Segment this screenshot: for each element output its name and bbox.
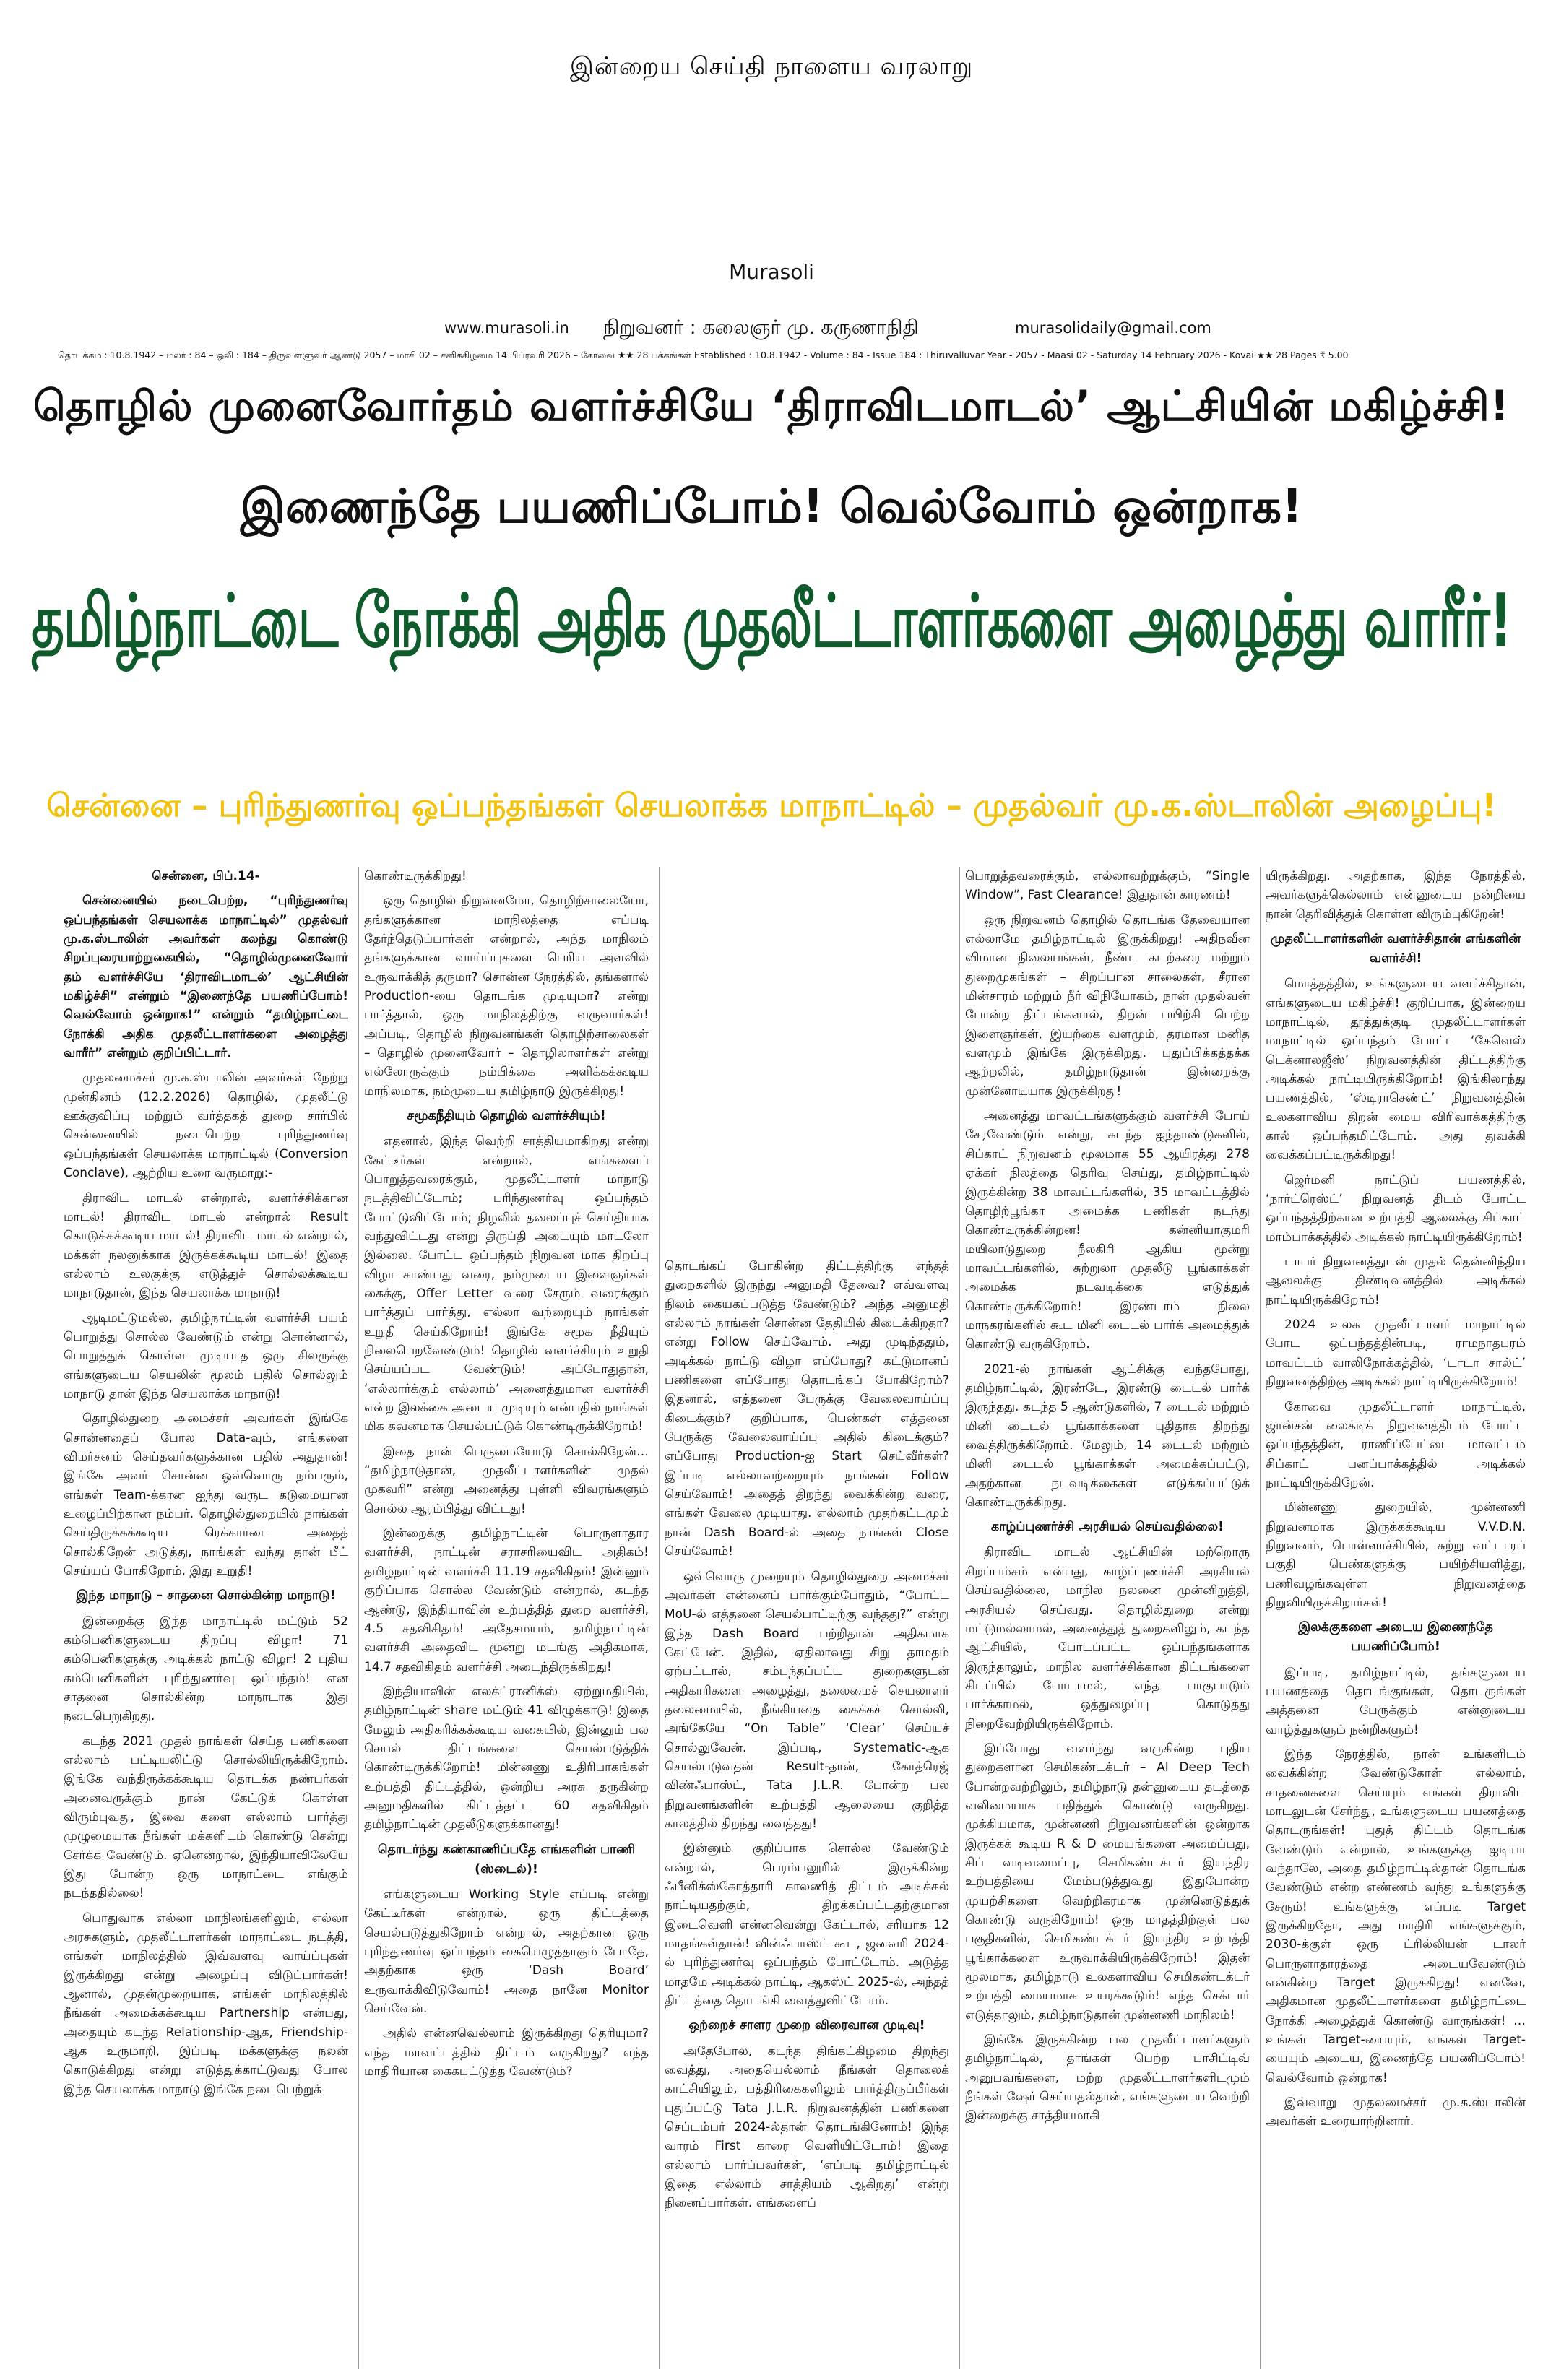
headline-2: இணைந்தே பயணிப்போம்! வெல்வோம் ஒன்றாக! [240,480,1303,534]
paragraph: எதனால், இந்த வெற்றி சாத்தியமாகிறது என்று கேட்டீர்கள் என்றால், எங்களைப் பொறுத்தவரைக்கும், முதலீட்டாளர் மாநாடு நடத்திவிட்டோம்; புரிந்துணர்வு ஒப்பந்தம் போட்டுவிட்டோம்; நிழலில் தலைப்புச் செய்தியாக வந்துவிட்டது என்று திருப்தி அடையும் மாடலோ இல்லை. போட்ட ஒப்பந்தம் நிறுவன மாக திறப்பு விழா காண்பது வரை, நம்முடைய இளைஞர்கள் கைக்கு, Offer Letter வரை சேரும் வரைக்கும் பார்த்துப் பார்த்து, எல்லா வற்றையும் நாங்கள் உறுதி செய்கிறோம்! இங்கே சமூக நீதியும் நிலைபெறவேண்டும்! தொழில் வளர்ச்சியும் உறுதி செய்யப்பட வேண்டும்! அப்போதுதான், ‘எல்லார்க்கும் எல்லாம்’ அனைத்துமான வளர்ச்சி என்ற இலக்கை அடைய முடியும் என்பதில் நாங்கள் மிக கவனமாக செயல்பட்டுக் கொண்டிருக்கிறோம்! [364,1134,649,1435]
paragraph: இன்றைக்கு தமிழ்நாட்டின் பொருளாதார வளர்ச்சி, நாட்டின் சராசரியைவிட அதிகம்! தமிழ்நாட்டின் வளர்ச்சி 11.19 சதவிகிதம்! இன்னும் குறிப்பாக சொல்ல வேண்டும் என்றால், கடந்த ஆண்டு, இந்தியாவின் உற்பத்தித் துறை வளர்ச்சி, 4.5 சதவிகிதம்! அதேசமயம், தமிழ்நாட்டின் வளர்ச்சி அதைவிட மூன்று மடங்கு அதிகமாக, 14.7 சதவிகிதம் வளர்ச்சி அடைந்திருக்கிறது! [364,1526,649,1674]
paragraph: அதில் என்னவெல்லாம் இருக்கிறது தெரியுமா? எந்த மாவட்டத்தில் திட்டம் வருகிறது? எந்த மாதிரியான கைகபட்டுத்த வேண்டும்? [364,2026,649,2079]
column-divider [959,867,960,2369]
article-column-1 [64,867,348,2373]
column-divider [358,867,359,2369]
column-divider [659,867,660,2369]
article-column-3 [665,1257,949,2373]
paragraph: ஆடிமட்டுமல்ல, தமிழ்நாட்டின் வளர்ச்சி பயம் பொறுத்து சொல்ல வேண்டும் என்று சொன்னால், பொறுத்துக் கொள்ள முடியாத ஒரு சிலருக்கு எங்களுடைய செயலின் மூலம் பதில் சொல்லும் மாநாடு தான் இந்த செயலாக்க மாநாடு! [64,1310,348,1401]
paragraph: அனைத்து மாவட்டங்களுக்கும் வளர்ச்சி போய் சேரவேண்டும் என்று, கடந்த ஐந்தாண்டுகளில், சிப்காட் நிறுவனம் மூலமாக 55 ஆயிரத்து 278 ஏக்கர் நிலத்தை தெரிவு செய்து, தமிழ்நாட்டில் இருக்கின்ற 38 மாவட்டங்களில், 35 மாவட்டத்தில் தொழிற்பூங்கா அமைக்க பணிகள் நடந்து கொண்டிருக்கின்றன! கன்னியாகுமரி மயிலாடுதுறை நீலகிரி ஆகிய மூன்று மாவட்டங்களில், சுற்றுலா முதலீடு பூங்காக்கள் அமைக்க நடவடிக்கை எடுத்துக் கொண்டிருக்கிறோம்! இரண்டாம் நிலை மாநகரங்களில் கூட மினி டைடல் பார்க் அமைத்துக் கொண்டு வருகிறோம். [965,1109,1250,1352]
masthead-title: Murasoli [729,260,814,284]
paragraph: இப்போது வளர்ந்து வருகின்ற புதிய துறைகளான செமிகண்டக்டர் – AI Deep Tech போன்றவற்றிலும், தமிழ்நாடு தன்னுடைய தடத்தை வலிமையாக பதித்துக் கொண்டு வருகிறது. முக்கியமாக, முன்னணி நிறுவனங்களின் ஒன்றாக இருக்கக் கூடிய R & D மையங்களை அமைப்பது, சிப் வடிவமைப்பு, செமிகண்டக்டர் இயந்திர உற்பத்தியை மேம்படுத்துவது இதுபோன்ற முயற்சிகளை வெற்றிகரமாக முன்னெடுத்துக் கொண்டு வருகிறோம்! ஒரு மாதத்திற்குள் பல பகுதிகளில், செமிகண்டக்டர் இயந்திர உற்பத்தி பூங்காக்களை உருவாக்கியிருக்கிறோம்! இதன் மூலமாக, தமிழ்நாடு உலகளாவிய செமிகண்டக்டர் உற்பத்தி மையமாக உயரக்கூடும்! எந்த செக்டார் எடுத்தாலும், தமிழ்நாடுதான் முன்னணி மாநிலம்! [965,1741,1250,2022]
masthead-info-row [0,316,1543,341]
paragraph: இந்த நேரத்தில், நான் உங்களிடம் வைக்கின்ற வேண்டுகோள் எல்லாம், சாதனைகளை செய்யும் எங்கள் திராவிட மாடலுடன் சேர்ந்து, உங்களுடைய பயணத்தை தொடருங்கள்! புதுத் திட்டம் தொடங்க வேண்டும் என்றால், உங்களுக்கு ஐடியா வந்தாலே, அதை தமிழ்நாட்டில்தான் தொடங்க வேண்டும் என்ற எண்ணம் வந்து உங்களுக்கு சேரும்! உங்களுக்கு எப்படி Target இருக்கிறதோ, அது மாதிரி எங்களுக்கும், 2030-க்குள் ஒரு ட்ரில்லியன் டாலர் பொருளாதாரத்தை அடையவேண்டும் என்கின்ற Target இருக்கிறது! எனவே, அதிகமான முதலீட்டாளர்களை தமிழ்நாட்டை நோக்கி அழைத்துக் கொண்டு வாருங்கள்! … உங்கள் Target-யையும், எங்கள் Target-யையும் அடைய, இணைந்தே பயணிப்போம்! வெல்வோம் ஒன்றாக! [1266,1747,1526,2085]
subheading: சமூகநீதியும் தொழில் வளர்ச்சியும்! [407,1109,606,1124]
article-lead: சென்னையில் நடைபெற்ற, “புரிந்துணர்வு ஒப்பந்தங்கள் செயலாக்க மாநாட்டில்” முதல்வர் மு.க.ஸ்டாலின் அவர்கள் கலந்து கொண்டு சிறப்புரையாற்றுகையில், “தொழில்முனைவோர் தம் வளர்ச்சியே ‘திராவிடமாடல்’ ஆட்சியின் மகிழ்ச்சி” என்றும் “இணைந்தே பயணிப்போம்! வெல்வோம் ஒன்றாக!” என்றும் “தமிழ்நாட்டை நோக்கி அதிக முதலீட்டாளர்களை அழைத்து வாரீர்” என்றும் குறிப்பிட்டார். [64,893,348,1061]
paragraph: இவ்வாறு முதலமைச்சர் மு.க.ஸ்டாலின் அவர்கள் உரையாற்றினார். [1266,2095,1526,2129]
main-headline: தமிழ்நாட்டை நோக்கி அதிக முதலீட்டாளர்களை அழைத்து வாரீர்! [31,578,1512,664]
dateline: சென்னை, பிப்.14- [152,869,260,883]
paragraph: இப்படி, தமிழ்நாட்டில், தங்களுடைய பயணத்தை தொடங்குங்கள், தொடருங்கள் அத்தனை பேருக்கும் என்னுடைய வாழ்த்துகளும் நன்றிகளும்! [1266,1665,1526,1737]
paragraph: மொத்தத்தில், உங்களுடைய வளர்ச்சிதான், எங்களுடைய மகிழ்ச்சி! குறிப்பாக, இன்றைய மாநாட்டில், தூத்துக்குடி முதலீட்டாளர்கள் மாநாட்டில் ஒப்பந்தம் போட்ட ‘கேவெஸ் டெக்னாலஜீஸ்’ நிறுவனத்தின் திட்டத்திற்கு அடிக்கல் நாட்டியிருக்கிறோம்! இங்கிலாந்து பயணத்தில், ‘ஸ்டிராசெண்ட்’ நிறுவனத்தின் உலகளாவிய திறன் மைய விரிவாக்கத்திற்கு கால் ஒப்பந்தமிட்டோம். அது துவக்கி வைக்கப்பட்டிருக்கிறது! [1266,977,1526,1163]
subheadline: சென்னை – புரிந்துணர்வு ஒப்பந்தங்கள் செயலாக்க மாநாட்டில் – முதல்வர் மு.க.ஸ்டாலின் அழைப்பு! [46,787,1497,824]
article-column-2 [364,867,649,2373]
paragraph: மின்னணு துறையில், முன்னணி நிறுவனமாக இருக்கக்கூடிய V.V.D.N. நிறுவனம், பொள்ளாச்சியில், சுற்று வட்டாரப் பகுதி பெண்களுக்கு பயிற்சியளித்து, பணிவழங்கவுள்ள நிறுவனத்தை நிறுவியிருக்கிறார்கள்! [1266,1500,1526,1610]
paragraph: அதேபோல, கடந்த திங்கட்கிழமை திறந்து வைத்து, அதையெல்லாம் நீங்கள் தொலைக் காட்சியிலும், பத்திரிகைகளிலும் பார்த்திருப்பீர்கள் புதுப்பட்டு Tata J.L.R. நிறுவனத்தின் பணிகளை செப்டம்பர் 2024-ல்தான் தொடங்கினோம்! இந்த வாரம் First காரை வெளியிட்டோம்! இதை எல்லாம் பார்ப்பவர்கள், ‘எப்படி தமிழ்நாட்டில் இதை எல்லாம் சாத்தியம் ஆகிறது’ என்று நினைப்பார்கள். எங்களைப் [665,2043,949,2211]
issue-info-bar: தொடக்கம் : 10.8.1942 – மலர் : 84 – ஒலி : 184 – திருவள்ளுவர் ஆண்டு 2057 – மாசி 02 – சனிக்கிழமை 14 பிப்ரவரி 2026 – கோவை ★★ 28 பக்கங்கள் Established : 10.8.1942 - Volume : 84 - Issue 184 : Thiruvalluvar Year - 2057 - Maasi 02 - Saturday 14 February 2026 - Kovai ★★ 28 Pages ₹ 5.00 [58,350,1349,360]
paragraph: கொண்டிருக்கிறது! [364,869,467,883]
paragraph: கடந்த 2021 முதல் நாங்கள் செய்த பணிகளை எல்லாம் பட்டியலிட்டு சொல்லியிருக்கிறோம். இங்கே வந்திருக்கக்கூடிய தொடக்க நண்பர்கள் அனைவருக்கும் நான் கேட்டுக் கொள்ள விரும்புவது, இவை களை எல்லாம் பார்த்து முழுமையாக நீங்கள் மக்களிடம் கொண்டு சென்று சேர்க்க வேண்டும். ஏனென்றால், இந்தியாவிலேயே இது போன்ற ஒரு மாநாட்டை எங்கும் நடந்ததில்லை! [64,1734,348,1901]
subheading: முதலீட்டாளர்களின் வளர்ச்சிதான் எங்களின் வளர்ச்சி! [1270,932,1521,966]
paragraph: திராவிட மாடல் ஆட்சியின் மற்றொரு சிறப்பம்சம் என்பது, காழ்ப்புணர்ச்சி அரசியல் செய்வதில்லை, மாநில நலனை முன்னிறுத்தி, அரசியல் செய்வது. தொழில்துறை என்று மட்டுமல்லாமல், அனைத்துத் துறைகளிலும், கடந்த ஆட்சியில், போடப்பட்ட ஒப்பந்தங்களாக இருந்தாலும், மாநில வளர்ச்சிக்கான திட்டங்களை கிடப்பில் போடாமல், எந்த பாகுபாடும் பார்க்காமல், ஒத்துழைப்பு கொடுத்து நிறைவேற்றியிருக்கிறோம். [965,1545,1250,1731]
paragraph: எங்களுடைய Working Style எப்படி என்று கேட்டீர்கள் என்றால், ஒரு திட்டத்தை செயல்படுத்துகிறோம் என்றால், அதற்கான ஒரு புரிந்துணர்வு ஒப்பந்தம் கையெழுத்தாகும் போதே, அதற்காக ஒரு ‘Dash Board’ உருவாக்கிவிடுவோம்! அதை நானே Monitor செய்வேன். [364,1887,649,2016]
subheading: ஒற்றைச் சாளர முறை விரைவான முடிவு! [688,2018,925,2033]
paragraph: ஒரு நிறுவனம் தொழில் தொடங்க தேவையான எல்லாமே தமிழ்நாட்டில் இருக்கிறது! அதிநவீன விமான நிலையங்கள், நீண்ட கடற்கரை மற்றும் துறைமுகங்கள் – சிறப்பான சாலைகள், சீரான மின்சாரம் மற்றும் நீர் விநியோகம், நான் முதல்வன் போன்ற திட்டங்களால், திறன் பயிற்சி பெற்ற இளைஞர்கள், இயற்கை வளமும், தரமான மனித வளமும் இங்கே இருக்கிறது. புதுப்பிக்கத்தக்க ஆற்றலில், தமிழ்நாடுதான் இன்றைக்கு முன்னோடியாக இருக்கிறது! [965,912,1250,1099]
paragraph: 2021-ல் நாங்கள் ஆட்சிக்கு வந்தபோது, தமிழ்நாட்டில், இரண்டே, இரண்டு டைடல் பார்க் இருந்தது. கடந்த 5 ஆண்டுகளில், 7 டைடல் மற்றும் மினி டைடல் பூங்காக்களை புதிதாக திறந்து வைத்திருக்கிறோம். மேலும், 14 டைடல் மற்றும் மினி டைடல் பூங்காக்கள் அமைக்கப்பட்டு, அதற்கான நடவடிக்கைகள் எடுக்கப்பட்டுக் கொண்டிருக்கிறது. [965,1362,1250,1510]
paragraph: தொழில்துறை அமைச்சர் அவர்கள் இங்கே சொன்னதைப் போல Data-வும், எங்களை விமர்சனம் செய்தவர்களுக்கான பதில் அதுதான்! இங்கே அவர் சொன்ன ஒவ்வொரு நம்பரும், எங்கள் Team-க்கான ஐந்து வருட கடுமையான உழைப்பிற்கான நம்பர். தொழில்துறையில் நாங்கள் செய்திருக்கக்கூடிய ரெக்கார்டை அதைத் சொல்கிறேன் அடுத்து, நாங்கள் வந்து தான் பீட் செய்யப் போகிறோம். இது உறுதி! [64,1411,348,1579]
paragraph: 2024 உலக முதலீட்டாளர் மாநாட்டில் போட ஒப்பந்தத்தின்படி, ராமநாதபுரம் மாவட்டம் வாலிநோக்கத்தில், ‘டாடா சால்ட்’ நிறுவனத்திற்கு அடிக்கல் நாட்டியிருக்கிறோம்! [1266,1317,1526,1390]
paragraph: பொதுவாக எல்லா மாநிலங்களிலும், எல்லா அரசுகளும், முதலீட்டாளர்கள் மாநாட்டை நடத்தி, எங்கள் மாநிலத்தில் இவ்வளவு வாய்ப்புகள் இருக்கிறது என்று அழைப்பு விடுப்பார்கள்! ஆனால், முதன்முறையாக, எங்கள் மாநிலத்தில் நீங்கள் அமைக்கக்கூடிய Partnership என்பது, அதையும் கடந்த Relationship-ஆக, Friendship-ஆக உருமாறி, இப்படி மக்களுக்கு நலன் கொடுக்கிறது என்று எடுத்துக்காட்டுவது போல இந்த செயலாக்க மாநாடு இங்கே நடைபெற்றுக் [64,1911,348,2097]
subheading: காழ்ப்புணர்ச்சி அரசியல் செய்வதில்லை! [990,1520,1224,1535]
subheading: இலக்குகளை அடைய இணைந்தே பயணிப்போம்! [1298,1620,1493,1655]
paragraph: இன்னும் குறிப்பாக சொல்ல வேண்டும் என்றால், பெரம்பலூரில் இருக்கின்ற ஃபீனிக்ஸ்கோத்தாரி காலணித் திட்டம் அடிக்கல் நாட்டியதற்கும், திறக்கப்பட்டதற்குமான இடைவெளி என்னவென்று கேட்டால், சரியாக 12 மாதங்கள்தான்! வின்ஃபாஸ்ட் கூட, ஜனவரி 2024-ல் புரிந்துணர்வு ஒப்பந்தம் போட்டோம். அடுத்த மாதமே அடிக்கல் நாட்டி, ஆகஸ்ட் 2025-ல், அந்தத் திட்டத்தை தொடங்கி வைத்துவிட்டோம். [665,1841,949,2009]
article-column-4 [965,867,1250,2373]
paragraph: யிருக்கிறது. அதற்காக, இந்த நேரத்தில், அவர்களுக்கெல்லாம் என்னுடைய நன்றியை நான் தெரிவித்துக் கொள்ள விரும்புகிறேன்! [1266,869,1526,922]
subheading: இந்த மாநாடு – சாதனை சொல்கின்ற மாநாடு! [76,1588,336,1604]
paragraph: முதலமைச்சர் மு.க.ஸ்டாலின் அவர்கள் நேற்று முன்தினம் (12.2.2026) தொழில், முதலீட்டு ஊக்குவிப்பு மற்றும் வர்த்தகத் துறை சார்பில் சென்னையில் நடைபெற்ற புரிந்துணர்வு ஒப்பந்தங்கள் செயலாக்க மாநாட்டில் (Conversion Conclave), ஆற்றிய உரை வருமாறு:- [64,1070,348,1181]
paragraph: ஜெர்மனி நாட்டுப் பயணத்தில், ‘நார்ட்ரெஸ்ட்’ நிறுவனத் திடம் போட்ட ஒப்பந்தத்திற்கான உற்பத்தி ஆலைக்கு சிப்காட் மாம்பாக்கத்தில் அடிக்கல் நாட்டியிருக்கிறோம்! [1266,1172,1526,1245]
paragraph: பொறுத்தவரைக்கும், எல்லாவற்றுக்கும், “Single Window”, Fast Clearance! இதுதான் காரணம்! [965,869,1250,903]
paragraph: தொடங்கப் போகின்ற திட்டத்திற்கு எந்தத் துறைகளில் இருந்து அனுமதி தேவை? எவ்வளவு நிலம் கையகப்படுத்த வேண்டும்? அந்த அனுமதி எல்லாம் நாங்கள் சொன்ன தேதியில் கிடைக்கிறதா? என்று Follow செய்வோம். அது முடிந்ததும், அடிக்கல் நாட்டு விழா எப்போது? கட்டுமானப் பணிகளை எப்போது தொடங்கப் போகிறோம்? இதனால், எத்தனை பேருக்கு வேலைவாய்ப்பு கிடைக்கும்? குறிப்பாக, பெண்கள் எத்தனை பேருக்கு வேலைவாய்ப்பு அதில் கிடைக்கும்? எப்போது Production-ஐ Start செய்வீர்கள்? இப்படி எல்லாவற்றையும் நாங்கள் Follow செய்வோம்! அதைத் திறந்து வைக்கின்ற வரை, எங்கள் வேலை முடியாது. எல்லாம் முதற்கட்டமும் நான் Dash Board-ல் அதை நாங்கள் Close செய்வோம்! [665,1259,949,1559]
article-column-5 [1266,867,1526,2373]
paragraph: டாபர் நிறுவனத்துடன் முதல் தென்னிந்திய ஆலைக்கு திண்டிவனத்தில் அடிக்கல் நாட்டியிருக்கிறோம்! [1266,1255,1526,1307]
paragraph: திராவிட மாடல் என்றால், வளர்ச்சிக்கான மாடல்! திராவிட மாடல் என்றால் Result கொடுக்கக்கூடிய மாடல்! திராவிட மாடல் என்றால், மக்கள் நலனுக்காக இருக்கக்கூடிய மாடல்! இதை எல்லாம் உலகுக்கு எடுத்துச் சொல்லக்கூடிய மாநாடுதான், இந்த செயலாக்க மாநாடு! [64,1190,348,1301]
paragraph: கோவை முதலீட்டாளர் மாநாட்டில், ஜான்சன் லைக்டிக் நிறுவனத்திடம் போட்ட ஒப்பந்தத்தின், ராணிப்பேட்டை மாவட்டம் சிப்காட் பனப்பாக்கத்தில் அடிக்கல் நாட்டியிருக்கிறேன். [1266,1399,1526,1490]
subheading: தொடர்ந்து கண்காணிப்பதே எங்களின் பாணி (ஸ்டைல்)! [377,1842,636,1877]
email-link[interactable]: murasolidaily@gmail.com [1015,319,1211,337]
paragraph: இதை நான் பெருமையோடு சொல்கிறேன்… “தமிழ்நாடுதான், முதலீட்டாளர்களின் முதல் முகவரி” என்று அனைத்து புள்ளி விவரங்களும் சொல்ல ஆரம்பித்து விட்டது! [364,1444,649,1516]
tagline: இன்றைய செய்தி நாளைய வரலாறு [569,52,974,81]
website-link[interactable]: www.murasoli.in [444,319,569,337]
paragraph: ஒரு தொழில் நிறுவனமோ, தொழிற்சாலையோ, தங்களுக்கான மாநிலத்தை எப்படி தேர்ந்தெடுப்பார்கள் என்றால், அந்த மாநிலம் தங்களுக்கான வாய்ப்புகளை பெரிய அளவில் உருவாக்கித் தருமா? சொன்ன நேரத்தில், தங்களால் Production-யை தொடங்க முடியுமா? என்று பார்த்தால், ஒரு மாநிலத்திற்கு வருவார்கள்! அப்படி, தொழில் நிறுவனங்கள் தொழிற்சாலைகள் – தொழில் முனைவோர் – தொழிலாளர்கள் என்று எல்லோருக்கும் நம்பிக்கை அளிக்கக்கூடிய மாநிலமாக, நம்முடைய தமிழ்நாடு இருக்கிறது! [364,893,649,1099]
column-divider [1260,867,1261,2369]
paragraph: இன்றைக்கு இந்த மாநாட்டில் மட்டும் 52 கம்பெனிகளுடைய திறப்பு விழா! 71 கம்பெனிகளுக்கு அடிக்கல் நாட்டு விழா! 2 புதிய கம்பெனிகளின் புரிந்துணர்வு ஒப்பந்தம்! என சாதனை சொல்கின்ற மாநாடாக இது நடைபெறுகிறது. [64,1614,348,1724]
founder-line: நிறுவனர் : கலைஞர் மு. கருணாநிதி [603,316,919,339]
paragraph: இந்தியாவின் எலக்ட்ரானிக்ஸ் ஏற்றுமதியில், தமிழ்நாட்டின் share மட்டும் 41 விழுக்காடு! இதை மேலும் அதிகரிக்கக்கூடிய வகையில், இன்னும் பல செயல் திட்டங்களை செயல்படுத்திக் கொண்டிருக்கிறோம்! மின்னணு உதிரிபாகங்கள் உற்பத்தி திட்டத்தில், ஒன்றிய அரசு தருகின்ற அனுமதிகளில் கிட்டத்தட்ட 60 சதவிகிதம் தமிழ்நாட்டின் முதலீடுகளுக்கானது! [364,1684,649,1832]
paragraph: இங்கே இருக்கின்ற பல முதலீட்டாளர்களும் தமிழ்நாட்டில், தாங்கள் பெற்ற பாசிட்டிவ் அனுபவங்களை, மற்ற முதலீட்டாளர்களிடமும் நீங்கள் ஷேர் செய்யதல்தான், எங்களுடைய வெற்றி இன்றைக்கு சாத்தியமாகி [965,2033,1250,2124]
headline-1: தொழில் முனைவோர்தம் வளர்ச்சியே ‘திராவிடமாடல்’ ஆட்சியின் மகிழ்ச்சி! [33,381,1510,430]
paragraph: ஒவ்வொரு முறையும் தொழில்துறை அமைச்சர் அவர்கள் என்னைப் பார்க்கும்போதும், “போட்ட MoU-ல் எத்தனை செயல்பாட்டிற்கு வந்தது?” என்று இந்த Dash Board பற்றிதான் அதிகமாக கேட்பேன். இதில், ஏதிலாவது சிறு தாமதம் ஏற்பட்டால், சம்பந்தப்பட்ட துறைகளுடன் அதிகாரிகளை அழைத்து, தலைமைச் செயலாளர் தலைமையில், நீங்கியதை கைக்கச் சொல்லி, அங்கேயே “On Table” ‘Clear’ செய்யச் சொல்லுவேன். இப்படி, Systematic-ஆக செயல்படுவதன் Result-தான், கோத்ரெஜ் விண்ஃபாஸ்ட், Tata J.L.R. போன்ற பல நிறுவனங்களின் உற்பத்தி ஆலையை குறித்த காலத்தில் திறந்து வைத்தது! [665,1569,949,1831]
